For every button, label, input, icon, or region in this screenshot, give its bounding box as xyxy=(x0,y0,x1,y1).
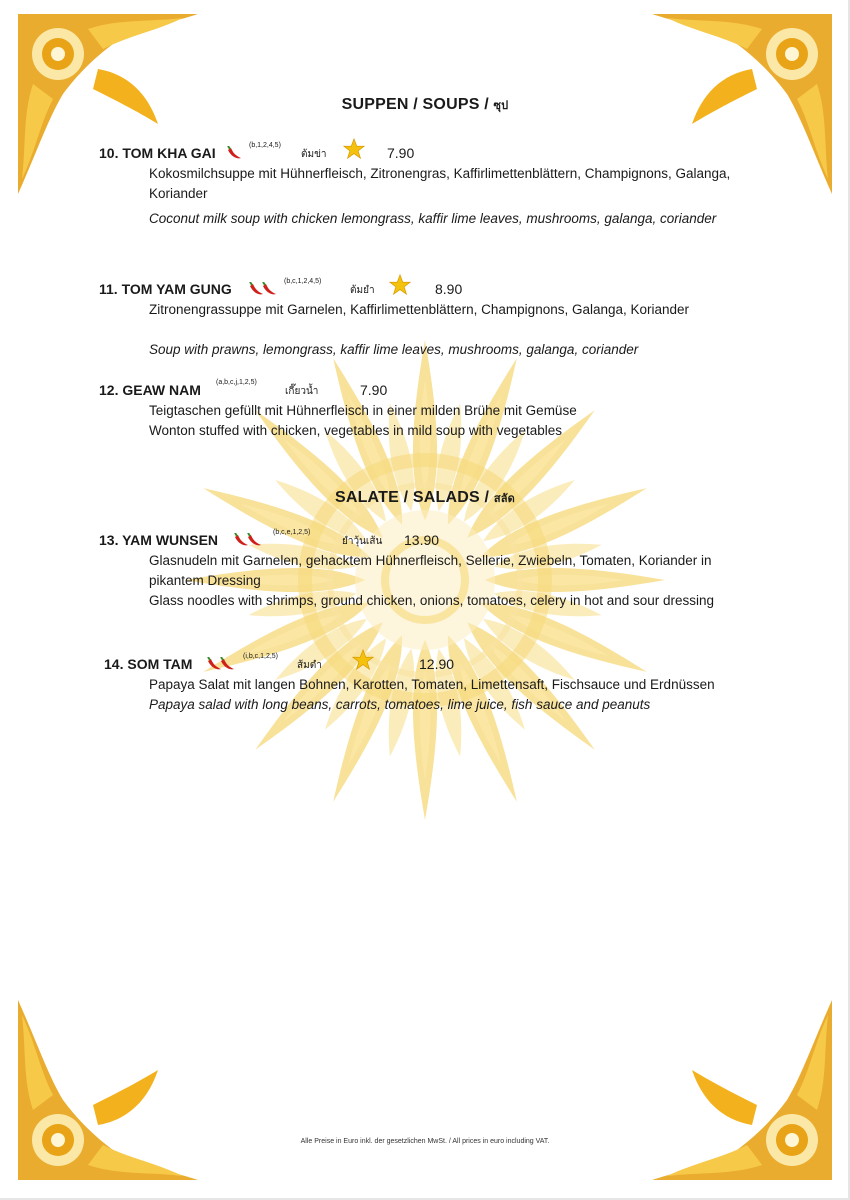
dish-description-en: Papaya salad with long beans, carrots, tomatoes, lime juice, fish sauce and peanuts xyxy=(149,697,651,712)
chili-pepper-icon xyxy=(226,146,242,160)
thai-dish-name: ยำวุ้นเส้น xyxy=(342,536,383,547)
dish-description-en: Coconut milk soup with chicken lemongrass, kaffir lime leaves, mushrooms, galanga, coriander xyxy=(149,211,717,226)
section-title-text: SUPPEN / SOUPS / xyxy=(341,96,494,113)
dish-name: 13. YAM WUNSEN xyxy=(99,532,219,548)
section-title-thai: สลัด xyxy=(493,493,516,505)
dish-name: 10. TOM KHA GAI xyxy=(99,145,216,161)
allergen-codes: (b,1,2,4,5) xyxy=(249,142,281,149)
menu-item-header xyxy=(0,529,850,552)
dish-price: 13.90 xyxy=(404,532,440,548)
thai-dish-name: ส้มตำ xyxy=(297,660,322,671)
dish-description-de: Kokosmilchsuppe mit Hühnerfleisch, Zitronengras, Kaffirlimettenblättern, Champignons, Galanga, Koriander xyxy=(149,166,731,201)
allergen-codes: (b,c,e,1,2,5) xyxy=(273,529,311,536)
thai-dish-name: ต้มยำ xyxy=(350,285,375,296)
dish-description-de: Zitronengrassuppe mit Garnelen, Kaffirlimettenblättern, Champignons, Galanga, Koriander xyxy=(149,302,690,317)
dish-description-en: Glass noodles with shrimps, ground chicken, onions, tomatoes, celery in hot and sour dressing xyxy=(149,593,715,608)
dish-description-de: Glasnudeln mit Garnelen, gehacktem Hühnerfleisch, Sellerie, Zwiebeln, Tomaten, Koriander in pikantem Dressing xyxy=(149,553,712,588)
dish-description-de: Teigtaschen gefüllt mit Hühnerfleisch in einer milden Brühe mit Gemüse xyxy=(149,403,577,418)
chili-pepper-icon xyxy=(233,533,263,547)
dish-description-de: Papaya Salat mit langen Bohnen, Karotten, Tomaten, Limettensaft, Fischsauce und Erdnüssen xyxy=(149,677,715,692)
star-icon xyxy=(352,649,374,671)
menu-item-header xyxy=(0,278,850,301)
dish-description-en: Soup with prawns, lemongrass, kaffir lime leaves, mushrooms, galanga, coriander xyxy=(149,342,639,357)
section-title-salads xyxy=(0,489,850,507)
dish-name: 14. SOM TAM xyxy=(104,656,193,672)
menu-item-header xyxy=(0,379,850,402)
thai-dish-name: เกี๊ยวน้ำ xyxy=(285,386,319,397)
price-footnote: Alle Preise in Euro inkl. der gesetzlichen MwSt. / All prices in euro including VAT. xyxy=(300,1138,550,1145)
section-title-soups xyxy=(0,96,850,114)
dish-price: 7.90 xyxy=(387,145,415,161)
section-title-text: SALATE / SALADS / xyxy=(334,489,494,506)
star-icon xyxy=(389,274,411,296)
allergen-codes: (i,b,c,1,2,5) xyxy=(243,653,279,660)
star-icon xyxy=(343,138,365,160)
dish-price: 12.90 xyxy=(419,656,455,672)
dish-name: 12. GEAW NAM xyxy=(99,382,201,398)
chili-pepper-icon xyxy=(206,657,236,671)
menu-item-header xyxy=(0,653,850,676)
allergen-codes: (a,b,c,j,1,2,5) xyxy=(216,379,257,386)
chili-pepper-icon xyxy=(248,282,278,296)
section-title-thai: ซุป xyxy=(493,100,509,112)
allergen-codes: (b,c,1,2,4,5) xyxy=(284,278,322,285)
dish-price: 8.90 xyxy=(435,281,463,297)
thai-dish-name: ต้มข่า xyxy=(301,149,327,160)
dish-name: 11. TOM YAM GUNG xyxy=(99,281,232,297)
dish-description-en: Wonton stuffed with chicken, vegetables in mild soup with vegetables xyxy=(149,423,562,438)
menu-item-header xyxy=(0,142,850,165)
dish-price: 7.90 xyxy=(360,382,388,398)
